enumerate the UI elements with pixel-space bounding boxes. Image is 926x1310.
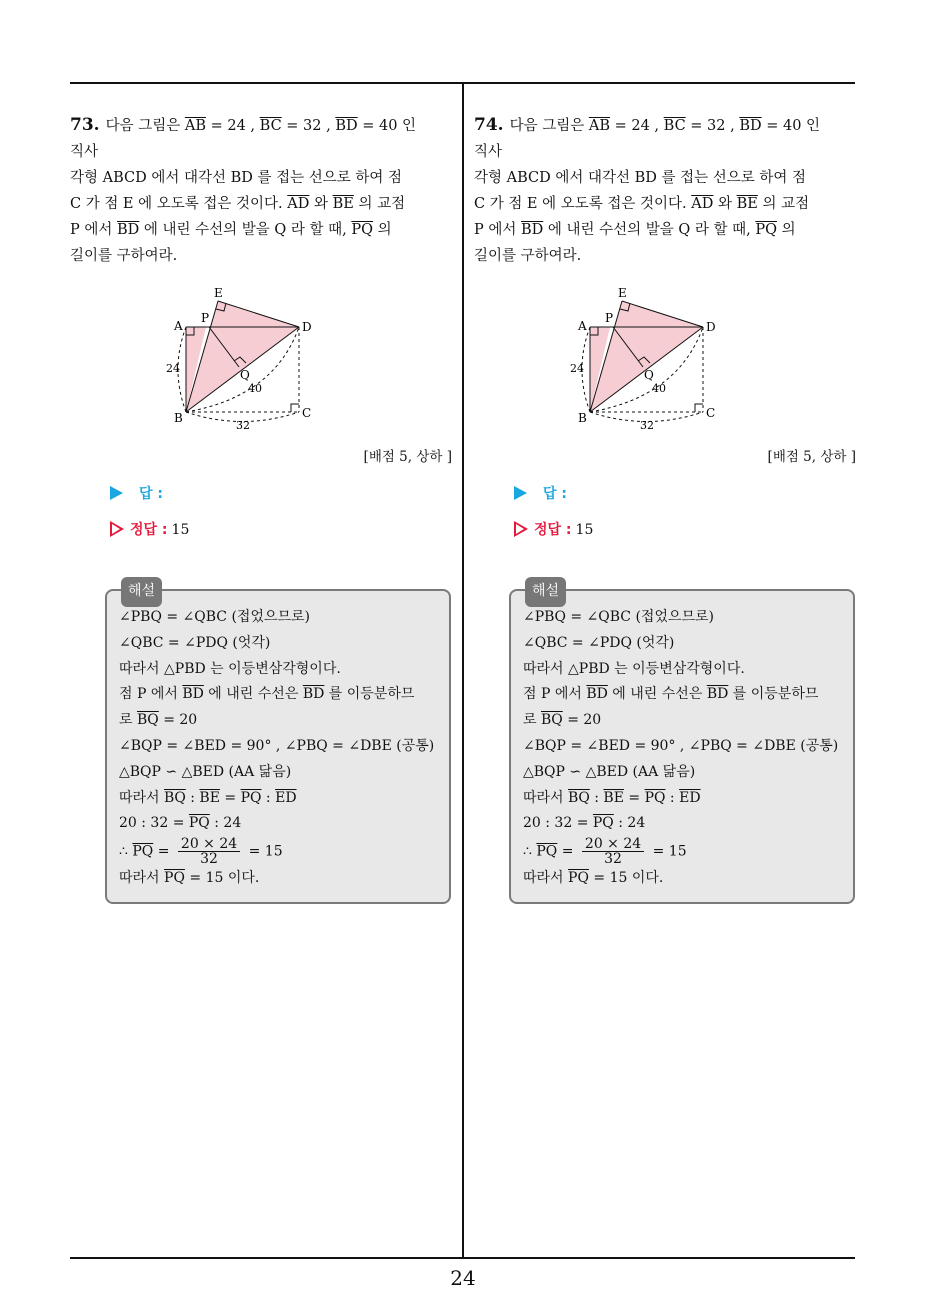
segment-bq: $\overline{BQ}$ [540,712,563,729]
text-segment: P 에서 [474,222,521,238]
label-24: 24 [570,362,584,375]
text-segment: 의 교점 [353,196,406,212]
label-q: Q [240,368,250,382]
label-24: 24 [166,362,180,375]
label-a: A [578,319,587,333]
text-segment: : [589,789,604,806]
segment-bd: $\overline{BD}$ [302,686,325,703]
text-segment: 의 [777,222,796,238]
text-segment: 따라서 [119,789,165,806]
text-segment: 길이를 구하여라. [70,248,178,264]
text-segment: 의 교점 [757,196,810,212]
label-d: D [302,320,312,334]
text-segment: P 에서 [70,222,117,238]
solution-line [119,682,437,708]
text-segment: 에 내린 수선은 [607,686,707,703]
segment-ab: $\overline{AB}$ [184,118,206,134]
label-c: C [302,406,312,420]
segment-bc: $\overline{BC}$ [663,118,686,134]
text-segment: = 15 이다. [588,870,664,887]
label-q: Q [644,368,654,382]
text-segment: 20 : 32 = [119,815,189,832]
text-segment: 로 [523,712,541,729]
bottom-rule [70,1257,855,1259]
text-segment: 다음 그림은 [509,118,589,134]
problem-number: 74. [474,115,504,135]
outline-play-icon [514,521,528,537]
text-segment: : [261,789,276,806]
fraction-denominator: 32 [604,851,622,868]
segment-be: $\overline{BE}$ [736,196,758,212]
segment-bd: $\overline{BD}$ [586,686,608,703]
text-segment: 에 내린 수선은 [203,686,303,703]
segment-bd: $\overline{BD}$ [739,118,762,134]
solution-line: ∠PBQ = ∠QBC (접었으므로) [523,609,715,625]
segment-be: $\overline{BE}$ [199,789,220,806]
segment-bd: $\overline{BD}$ [706,686,729,703]
text-segment: 각형 ABCD 에서 대각선 BD 를 접는 선으로 하여 점 [474,170,806,186]
segment-ed: $\overline{ED}$ [275,789,297,806]
correct-answer-row [110,519,422,539]
text-segment: = [557,843,578,860]
text-segment: = 20 [158,712,198,729]
text-segment: ∴ [523,843,537,860]
play-icon [514,486,527,500]
segment-pq: $\overline{PQ}$ [568,870,589,887]
segment-pq: $\overline{PQ}$ [188,815,210,832]
segment-pq: $\overline{PQ}$ [132,843,154,860]
text-segment: C 가 점 E 에 오도록 접은 것이다. [70,196,288,212]
label-d: D [706,320,716,334]
text-segment: = 15 이다. [184,870,260,887]
column-divider [462,82,464,1259]
segment-bq: $\overline{BQ}$ [164,789,186,806]
solution-line: △BQP ∽ △BED (AA 닮음) [523,763,696,780]
text-segment: = 40 인 직사 [474,118,821,160]
segment-pq: $\overline{PQ}$ [240,789,262,806]
right-angle-c [695,404,703,412]
segment-bq: $\overline{BQ}$ [136,712,159,729]
answer-label: 답 : [543,486,567,502]
fraction-numerator: 20 × 24 [178,837,240,852]
solution-line: ∠BQP = ∠BED = 90° , ∠PBQ = ∠DBE (공통) [119,737,435,754]
geometry-figure [156,279,336,429]
correct-label: 정답 : [534,522,572,538]
solution-line: ∠QBC = ∠PDQ (엇각) [523,634,675,651]
solution-line [523,811,841,837]
text-segment: : 24 [613,815,646,832]
correct-value: 15 [171,522,190,538]
answer-label: 답 : [139,486,163,502]
right-angle-c [291,404,299,412]
segment-bd: $\overline{BD}$ [117,222,140,238]
label-p: P [605,311,614,325]
label-c: C [706,406,716,420]
text-segment: 로 [119,712,137,729]
text-segment: = 32 , [685,118,740,134]
geometry-figure [560,279,740,429]
text-segment: 다음 그림은 [105,118,185,134]
solution-tag: 해설 [525,577,566,607]
segment-bc: $\overline{BC}$ [259,118,282,134]
label-e: E [214,286,223,300]
solution-line [523,866,841,892]
solution-line [119,837,437,866]
play-icon [110,486,123,500]
segment-pq: $\overline{PQ}$ [351,222,373,238]
solution-line: 따라서 △PBD 는 이등변삼각형이다. [119,660,341,677]
text-segment: = 32 , [281,118,336,134]
solution-line [523,837,841,866]
segment-pq: $\overline{PQ}$ [536,843,558,860]
solution-line: △BQP ∽ △BED (AA 닮음) [119,763,292,780]
segment-bd: $\overline{BD}$ [182,686,204,703]
text-segment: : 24 [209,815,242,832]
label-e: E [618,286,627,300]
text-segment: : [665,789,680,806]
label-32: 32 [640,419,654,429]
text-segment: = 20 [562,712,602,729]
segment-be: $\overline{BE}$ [332,196,354,212]
segment-ed: $\overline{ED}$ [679,789,701,806]
solution-line [119,811,437,837]
problem-text [70,112,422,269]
label-40: 40 [248,382,262,395]
segment-ad: $\overline{AD}$ [287,196,310,212]
text-segment: 각형 ABCD 에서 대각선 BD 를 접는 선으로 하여 점 [70,170,402,186]
solution-line [119,866,437,892]
segment-be: $\overline{BE}$ [603,789,624,806]
solution-line: ∠PBQ = ∠QBC (접었으므로) [119,609,311,625]
answer-row [514,483,826,503]
correct-label: 정답 : [130,522,168,538]
segment-bq: $\overline{BQ}$ [568,789,590,806]
text-segment: 와 [309,196,333,212]
label-b: B [174,411,183,425]
text-segment: = [153,843,174,860]
segment-ab: $\overline{AB}$ [588,118,610,134]
correct-answer-row [514,519,826,539]
label-a: A [174,319,183,333]
fraction-numerator: 20 × 24 [582,837,644,852]
label-b: B [578,411,587,425]
segment-ad: $\overline{AD}$ [691,196,714,212]
page-number: 24 [450,1266,476,1290]
problem-column-left [70,112,452,904]
text-segment: 에 내린 수선의 발을 Q 라 할 때, [543,222,756,238]
label-32: 32 [236,419,250,429]
solution-box [509,583,855,904]
solution-line [119,708,437,734]
text-segment: = 15 [244,843,283,860]
text-segment: C 가 점 E 에 오도록 접은 것이다. [474,196,692,212]
solution-line [523,682,841,708]
solution-tag: 해설 [121,577,162,607]
label-40: 40 [652,382,666,395]
problem-number: 73. [70,115,100,135]
segment-pq: $\overline{PQ}$ [592,815,614,832]
solution-line [523,708,841,734]
fraction-denominator: 32 [200,851,218,868]
text-segment: = 40 인 직사 [70,118,417,160]
text-segment: ∴ [119,843,133,860]
outline-play-icon [110,521,124,537]
text-segment: = [623,789,645,806]
fraction [178,837,240,866]
text-segment: = 24 , [205,118,260,134]
text-segment: 따라서 [523,870,569,887]
solution-line: 따라서 △PBD 는 이등변삼각형이다. [523,660,745,677]
solution-box [105,583,451,904]
text-segment: 의 [373,222,392,238]
solution-line [523,786,841,812]
text-segment: 점 P 에서 [523,686,587,703]
solution-line: ∠QBC = ∠PDQ (엇각) [119,634,271,651]
text-segment: 따라서 [523,789,569,806]
segment-pq: $\overline{PQ}$ [164,870,185,887]
text-segment: 점 P 에서 [119,686,183,703]
problem-column-right [474,112,856,904]
text-segment: = 24 , [609,118,664,134]
segment-pq: $\overline{PQ}$ [755,222,777,238]
text-segment: 를 이등분하므 [324,686,415,703]
text-segment: 길이를 구하여라. [474,248,582,264]
fraction [582,837,644,866]
text-segment: 와 [713,196,737,212]
text-segment: 따라서 [119,870,165,887]
text-segment: : [185,789,200,806]
text-segment: = 15 [648,843,687,860]
segment-bd: $\overline{BD}$ [521,222,544,238]
text-segment: 에 내린 수선의 발을 Q 라 할 때, [139,222,352,238]
text-segment: 20 : 32 = [523,815,593,832]
correct-value: 15 [575,522,594,538]
solution-line [119,786,437,812]
points-note: [배점 5, 상하 ] [363,449,452,465]
points-note: [배점 5, 상하 ] [767,449,856,465]
text-segment: = [219,789,241,806]
text-segment: 를 이등분하므 [728,686,819,703]
segment-pq: $\overline{PQ}$ [644,789,666,806]
solution-line: ∠BQP = ∠BED = 90° , ∠PBQ = ∠DBE (공통) [523,737,839,754]
answer-row [110,483,422,503]
segment-bd: $\overline{BD}$ [335,118,358,134]
label-p: P [201,311,210,325]
problem-text [474,112,826,269]
